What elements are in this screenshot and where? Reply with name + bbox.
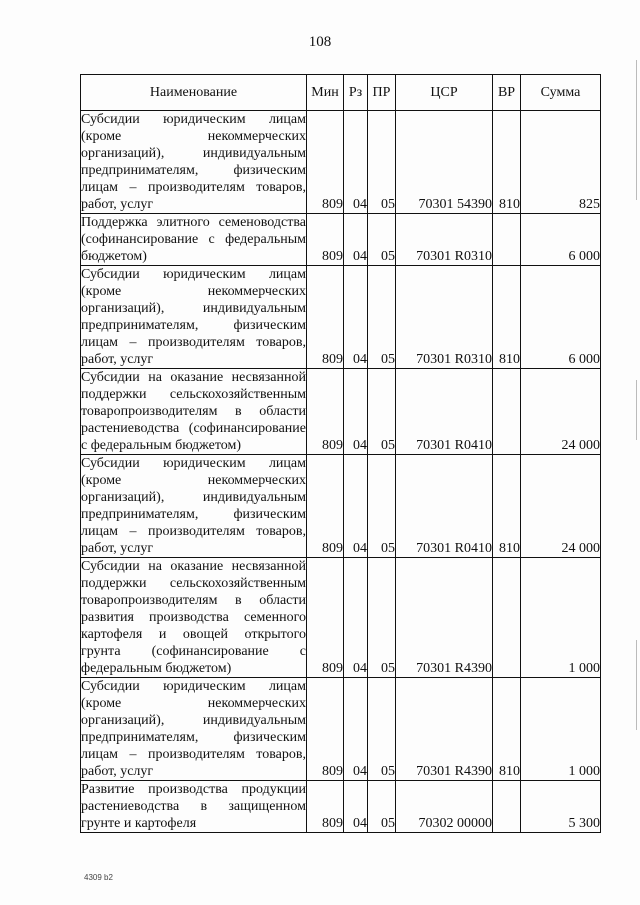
- table-header-row: [81, 75, 601, 111]
- row-pr: 05: [368, 455, 396, 558]
- row-rz: 04: [344, 111, 368, 214]
- row-min: 809: [307, 781, 344, 833]
- row-rz: 04: [344, 781, 368, 833]
- row-min: 809: [307, 678, 344, 781]
- row-sum: 6 000: [521, 214, 601, 266]
- row-pr: 05: [368, 214, 396, 266]
- row-vr: [493, 214, 521, 266]
- row-min: 809: [307, 214, 344, 266]
- column-header-min: Мин: [307, 75, 344, 111]
- table-row: [81, 369, 601, 455]
- row-sum: 5 300: [521, 781, 601, 833]
- row-vr: [493, 558, 521, 678]
- row-name: Субсидии юридическим лицам (кроме некоммерческих организаций), индивидуальным предпринимателям, физическим лицам – производителям товаров, работ, услуг: [81, 456, 306, 556]
- row-vr: 810: [493, 266, 521, 369]
- document-code: 4309 b2: [84, 873, 113, 882]
- table-row: [81, 111, 601, 214]
- row-pr: 05: [368, 369, 396, 455]
- row-min: 809: [307, 558, 344, 678]
- row-csr: 70302 00000: [396, 781, 493, 833]
- row-sum: 825: [521, 111, 601, 214]
- row-pr: 05: [368, 266, 396, 369]
- column-header-vr: ВР: [493, 75, 521, 111]
- row-min: 809: [307, 266, 344, 369]
- row-pr: 05: [368, 678, 396, 781]
- row-csr: 70301 R0410: [396, 369, 493, 455]
- row-name: Субсидии юридическим лицам (кроме некоммерческих организаций), индивидуальным предпринимателям, физическим лицам – производителям товаров, работ, услуг: [81, 112, 306, 212]
- table-row: [81, 455, 601, 558]
- column-header-name: Наименование: [81, 75, 307, 111]
- row-rz: 04: [344, 678, 368, 781]
- row-pr: 05: [368, 558, 396, 678]
- table-row: [81, 558, 601, 678]
- row-csr: 70301 R4390: [396, 678, 493, 781]
- row-rz: 04: [344, 455, 368, 558]
- table-row: [81, 781, 601, 833]
- scan-edge-mark: [636, 380, 637, 440]
- row-min: 809: [307, 455, 344, 558]
- row-pr: 05: [368, 781, 396, 833]
- column-header-pr: ПР: [368, 75, 396, 111]
- row-rz: 04: [344, 214, 368, 266]
- scan-edge-mark: [636, 60, 637, 200]
- row-sum: 1 000: [521, 678, 601, 781]
- column-header-sum: Сумма: [521, 75, 601, 111]
- row-vr: 810: [493, 111, 521, 214]
- row-csr: 70301 R0310: [396, 214, 493, 266]
- row-vr: [493, 369, 521, 455]
- row-rz: 04: [344, 369, 368, 455]
- page-number: 108: [308, 34, 332, 50]
- table-row: [81, 266, 601, 369]
- table-row: [81, 214, 601, 266]
- row-name: Субсидии юридическим лицам (кроме некоммерческих организаций), индивидуальным предпринимателям, физическим лицам – производителям товаров, работ, услуг: [81, 267, 306, 367]
- row-sum: 24 000: [521, 455, 601, 558]
- row-csr: 70301 R0310: [396, 266, 493, 369]
- row-vr: [493, 781, 521, 833]
- row-pr: 05: [368, 111, 396, 214]
- row-rz: 04: [344, 266, 368, 369]
- scan-edge-mark: [636, 640, 637, 730]
- row-csr: 70301 R0410: [396, 455, 493, 558]
- budget-table: [80, 74, 601, 833]
- column-header-rz: Рз: [344, 75, 368, 111]
- row-vr: 810: [493, 455, 521, 558]
- row-sum: 6 000: [521, 266, 601, 369]
- row-name: Развитие производства продукции растениеводства в защищенном грунте и картофеля: [81, 782, 306, 831]
- row-name: Субсидии на оказание несвязанной поддержки сельскохозяйственным товаропроизводителям в области развития производства семенного картофеля и овощей открытого грунта (софинансирование с федеральным бюджетом): [81, 559, 306, 676]
- table-row: [81, 678, 601, 781]
- row-csr: 70301 R4390: [396, 558, 493, 678]
- row-name: Поддержка элитного семеноводства (софинансирование с федеральным бюджетом): [81, 215, 306, 264]
- row-min: 809: [307, 369, 344, 455]
- row-rz: 04: [344, 558, 368, 678]
- row-vr: 810: [493, 678, 521, 781]
- column-header-csr: ЦСР: [396, 75, 493, 111]
- row-name: Субсидии на оказание несвязанной поддержки сельскохозяйственным товаропроизводителям в области растениеводства (софинансирование с федеральным бюджетом): [81, 370, 306, 453]
- row-sum: 24 000: [521, 369, 601, 455]
- row-name: Субсидии юридическим лицам (кроме некоммерческих организаций), индивидуальным предпринимателям, физическим лицам – производителям товаров, работ, услуг: [81, 679, 306, 779]
- row-min: 809: [307, 111, 344, 214]
- row-sum: 1 000: [521, 558, 601, 678]
- row-csr: 70301 54390: [396, 111, 493, 214]
